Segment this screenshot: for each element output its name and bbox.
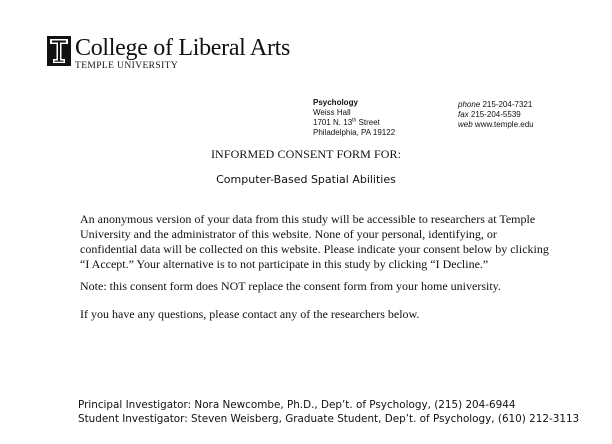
form-title: INFORMED CONSENT FORM FOR: bbox=[210, 147, 402, 161]
contact-info bbox=[458, 100, 534, 130]
university-name: TEMPLE UNIVERSITY bbox=[75, 61, 179, 71]
study-title: Computer-Based Spatial Abilities bbox=[216, 173, 396, 186]
note-paragraph: Note: this consent form does NOT replace the consent form from your home university. bbox=[80, 279, 501, 293]
temple-t-icon bbox=[47, 36, 71, 66]
building-name: Weiss Hall bbox=[313, 108, 351, 117]
consent-paragraph: An anonymous version of your data from this study will be accessible to researchers at Temple University and the administrator of this website. None of your personal, identifying, or confidential data will be collected on this website. Please indicate your consent below by clicking “I Accept.” Your alternative is to not participate in this study by clicking “I Decline.” bbox=[80, 212, 549, 271]
department-address bbox=[313, 98, 395, 138]
city-state-zip: Philadelphia, PA 19122 bbox=[313, 128, 396, 137]
fax-line: fax 215-204-5539 bbox=[458, 110, 521, 119]
college-name: College of Liberal Arts bbox=[75, 35, 291, 61]
principal-investigator: Principal Investigator: Nora Newcombe, Ph.D., Dep’t. of Psychology, (215) 204-6944 bbox=[78, 399, 516, 411]
department-name: Psychology bbox=[313, 98, 358, 107]
street-address: 1701 N. 13th Street bbox=[313, 117, 380, 127]
college-logo bbox=[47, 36, 290, 71]
questions-paragraph: If you have any questions, please contact any of the researchers below. bbox=[80, 307, 420, 321]
web-line: web www.temple.edu bbox=[458, 120, 534, 129]
phone-line: phone 215-204-7321 bbox=[458, 100, 533, 109]
student-investigator: Student Investigator: Steven Weisberg, Graduate Student, Dep’t. of Psychology, (610) 212-3113 bbox=[78, 413, 580, 425]
investigators bbox=[78, 398, 579, 426]
